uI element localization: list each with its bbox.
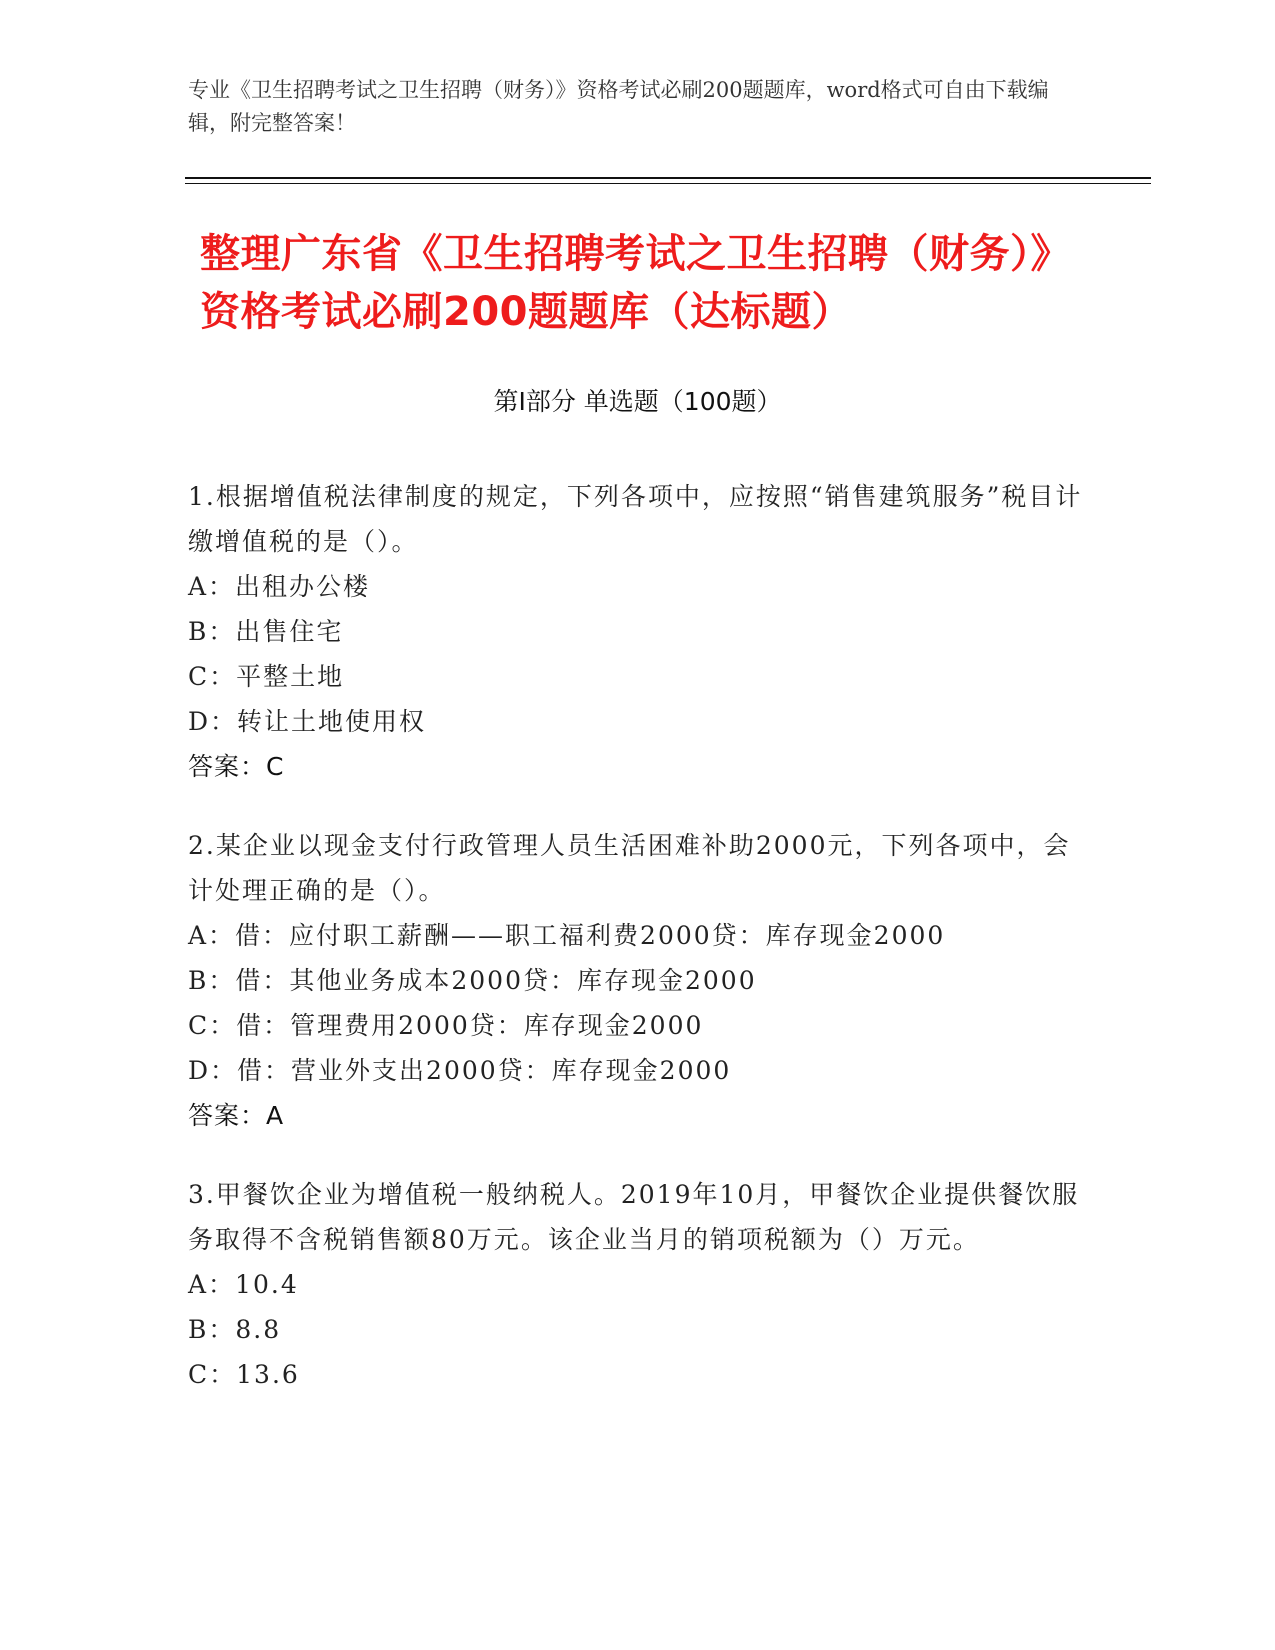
question-list xyxy=(188,474,1088,1431)
header-divider-thin xyxy=(185,183,1151,184)
question-3 xyxy=(188,1172,1088,1397)
document-title: 整理广东省《卫生招聘考试之卫生招聘（财务）》资格考试必刷200题题库（达标题） xyxy=(200,231,1071,335)
question-stem: 1.根据增值税法律制度的规定，下列各项中，应按照“销售建筑服务”税目计缴增值税的是（）。 xyxy=(188,482,1083,556)
question-stem: 2.某企业以现金支付行政管理人员生活困难补助2000元，下列各项中，会计处理正确的是（）。 xyxy=(188,831,1071,905)
option-a: A：10.4 xyxy=(188,1270,299,1299)
answer: 答案：A xyxy=(188,1101,285,1130)
option-a: A：出租办公楼 xyxy=(188,572,371,601)
option-d: D：借：营业外支出2000贷：库存现金2000 xyxy=(188,1056,732,1085)
question-stem: 3.甲餐饮企业为增值税一般纳税人。2019年10月，甲餐饮企业提供餐饮服务取得不含税销售额80万元。该企业当月的销项税额为（）万元。 xyxy=(188,1180,1080,1254)
option-b: B：8.8 xyxy=(188,1315,282,1344)
section-title: 第Ⅰ部分 单选题（100题） xyxy=(493,387,782,416)
header-divider xyxy=(185,177,1151,179)
option-c: C：平整土地 xyxy=(188,662,345,691)
answer: 答案：C xyxy=(188,752,285,781)
option-c: C：13.6 xyxy=(188,1360,300,1389)
option-a: A：借：应付职工薪酬——职工福利费2000贷：库存现金2000 xyxy=(188,921,946,950)
header-note: 专业《卫生招聘考试之卫生招聘（财务）》资格考试必刷200题题库，word格式可自由下载编辑，附完整答案！ xyxy=(188,78,1049,135)
question-1 xyxy=(188,474,1088,789)
option-d: D：转让土地使用权 xyxy=(188,707,427,736)
option-b: B：借：其他业务成本2000贷：库存现金2000 xyxy=(188,966,757,995)
option-b: B：出售住宅 xyxy=(188,617,344,646)
question-2 xyxy=(188,823,1088,1138)
option-c: C：借：管理费用2000贷：库存现金2000 xyxy=(188,1011,704,1040)
